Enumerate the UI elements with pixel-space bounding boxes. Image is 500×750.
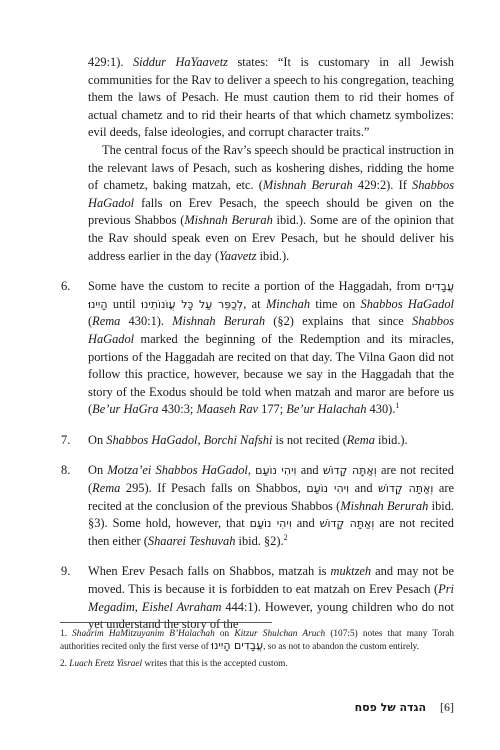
footnotes: [60, 628, 454, 674]
footnote-1: 1. Shaarim HaMitzuyanim B’Halachah on Kitzur Shulchan Aruch (107:5) notes that many Torah authorities recited only the first verse of עֲבָדִים הָיִינוּ, so as not to abandon the custom entirely.: [60, 629, 454, 653]
paragraph-rav-speech: The central focus of the Rav’s speech should be practical instruction in the relevant laws of Pesach, such as koshering dishes, ridding the home of chametz, baking matzah, etc. (Mishnah Berurah 429:2). If Shabbos HaGadol falls on Erev Pesach, the speech should be given on the previous Shabbos (Mishnah Berurah ibid.). Some are of the opinion that the Rav should speak even on Erev Pesach, but he should deliver his address earlier in the day (Yaavetz ibid.).: [88, 142, 455, 263]
item-number: 8.: [61, 463, 71, 478]
footnote-marker-1: 1: [395, 401, 400, 411]
list-item-8: 8. On Motza’ei Shabbos HaGadol, וִיהִי נוֹעַם and וְאַתָּה קָדוֹשׁ are not recited (Rema 295). If Pesach falls on Shabbos, וִיהִי נוֹעַם and וְאַתָּה קָדוֹשׁ are recited at the conclusion of the previous Shabbos (Mishnah Berurah ibid. §3). Some hold, however, that וִיהִי נוֹעַם and וְאַתָּה קָדוֹשׁ are not recited then either (Shaarei Teshuvah ibid. §2).$^2$: [61, 463, 455, 548]
footnote-marker-2: 2: [283, 532, 288, 542]
paragraph-continuation: 429:1). Siddur HaYaavetz states: “It is customary in all Jewish communities for the Rav to deliver a speech to his congregation, teaching them the laws of Pesach. He must caution them to rid their homes of actual chametz and to rid their hearts of that which chametz symbolizes: evil deeds, false ideologies, and corrupt character traits.”: [88, 55, 455, 140]
page-number: [6]: [440, 700, 454, 714]
list-item-9: 9. When Erev Pesach falls on Shabbos, matzah is muktzeh and may not be moved. This is because it is forbidden to eat matzah on Erev Pesach (Pri Megadim, Eishel Avraham 444:1). However, young children who do not yet understand the story of the: [61, 564, 455, 632]
page-footer: [300, 700, 454, 716]
list-item-7: 7. On Shabbos HaGadol, Borchi Nafshi is not recited (Rema ibid.).: [88, 432, 454, 450]
item-number: 9.: [61, 564, 71, 579]
list-item-6: 6. Some have the custom to recite a portion of the Haggadah, from עֲבָדִים הָיִינוּ until לְכַפֵּר עַל כָּל עֲוֹנוֹתֵינוּ, at Minchah time on Shabbos HaGadol (Rema 430:1). Mishnah Berurah (§2) explains that since Shabbos HaGadol marked the beginning of the Redemption and its miracles, portions of the Haggadah are recited on that day. The Vilna Gaon did not follow this practice, however, because we say in the Haggadah that the story of the Exodus should be told when matzah and maror are before us (Be’ur HaGra 430:3; Maaseh Rav 177; Be’ur Halachah 430).$^1$: [61, 279, 454, 417]
item-number: 6.: [61, 279, 71, 294]
main-text: [61, 54, 455, 634]
running-title: הגדה של פסח: [354, 701, 426, 714]
item-number: 7.: [61, 432, 71, 447]
footnote-divider: [60, 622, 272, 623]
footnote-2: 2. Luach Eretz Yisrael writes that this is the accepted custom.: [60, 658, 288, 669]
